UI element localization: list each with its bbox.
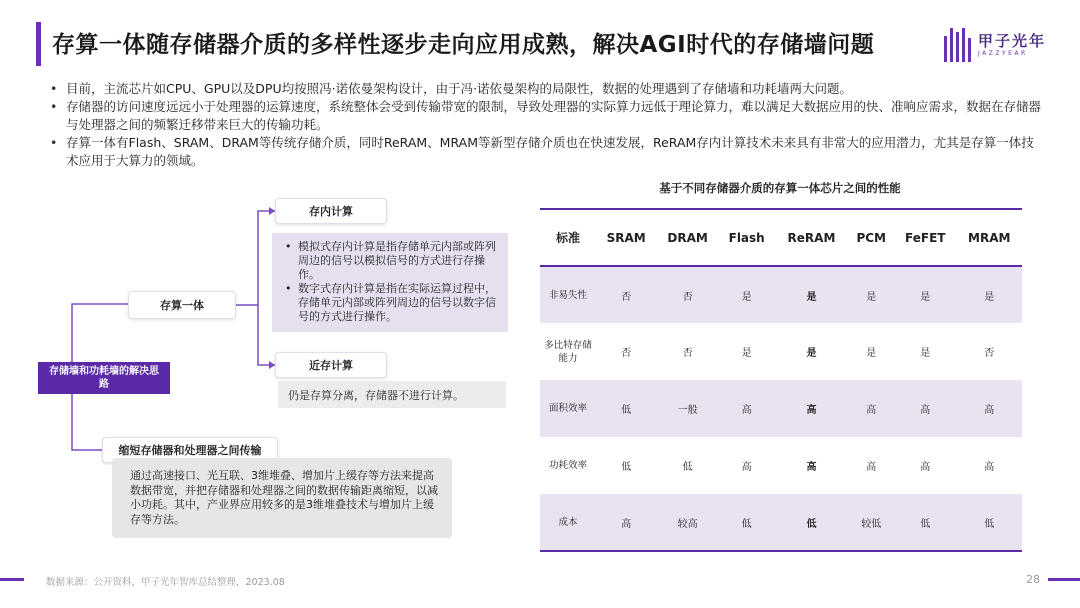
table-cell: 较低 [848, 494, 894, 551]
table-cell: 低 [956, 494, 1022, 551]
bullet-item: • 存储器的访问速度远远小于处理器的运算速度，系统整体会受到传输带宽的限制，导致处理器的实际算力远低于理论算力，难以满足大数据应用的快、准响应需求，数据在存储器与处理器之间的频繁迁移带来巨大的传输功耗。 [44, 98, 1044, 134]
table-cell: 低 [621, 462, 632, 473]
table-cell: 否 [682, 348, 693, 359]
row-label: 面积效率 [540, 380, 596, 437]
table-cell: 高 [775, 380, 849, 437]
footer-accent-left [0, 578, 24, 581]
column-header: MRAM [956, 209, 1022, 266]
page-number: 28 [1026, 573, 1040, 586]
table-cell: 是 [741, 348, 752, 359]
desc-bullet: • 模拟式存内计算是指存储单元内部或阵列周边的信号以模拟信号的方式进行存操作。 [276, 240, 500, 282]
footer-accent-right [1048, 578, 1080, 581]
table-row [540, 323, 1022, 380]
data-source: 数据来源：公开资料，甲子光年智库总结整理，2023.08 [46, 577, 285, 588]
table-cell: 否 [596, 266, 656, 323]
table-cell: 高 [920, 462, 931, 473]
logo-text-cn: 甲子光年 [978, 32, 1047, 50]
table-cell: 是 [775, 266, 849, 323]
shorten-transfer-desc: 通过高速接口、光互联、3维堆叠、增加片上缓存等方法来提高数据带宽，并把存储器和处理器之间的数据传输距离缩短，以减小功耗。其中，产业界应用较多的是3维堆叠技术与增加片上缓存等方法。 [112, 458, 452, 538]
mindmap-leaf-in-memory-computing: 存内计算 [275, 198, 387, 224]
table-cell: 一般 [656, 380, 718, 437]
mindmap-branch-compute-in-memory: 存算一体 [128, 291, 236, 319]
table-cell: 高 [984, 462, 995, 473]
bullet-item: • 存算一体有Flash、SRAM、DRAM等传统存储介质，同时ReRAM、MRAM等新型存储介质也在快速发展，ReRAM存内计算技术未来具有非常大的应用潜力，尤其是存算一体技术应用于大算力的领域。 [44, 134, 1044, 170]
table-row [540, 494, 1022, 551]
desc-bullet: • 数字式存内计算是指在实际运算过程中，存储单元内部或阵列周边的信号以数字信号的方式进行操作。 [276, 282, 500, 324]
column-header: ReRAM [775, 209, 849, 266]
mindmap-root: 存储墙和功耗墙的解决思路 [38, 362, 170, 394]
mindmap-leaf-near-memory-computing: 近存计算 [275, 352, 387, 378]
row-label: 功耗效率 [548, 460, 587, 471]
table-cell: 低 [719, 494, 775, 551]
column-header: SRAM [596, 209, 656, 266]
page-title: 存算一体随存储器介质的多样性逐步走向应用成熟，解决AGI时代的存储墙问题 [52, 32, 875, 58]
table-cell: 否 [984, 348, 995, 359]
table-cell: 低 [775, 494, 849, 551]
column-header: PCM [848, 209, 894, 266]
table-cell: 是 [956, 266, 1022, 323]
table-row [540, 437, 1022, 494]
row-label: 成本 [540, 494, 596, 551]
performance-table [540, 208, 1022, 552]
table-cell: 否 [656, 266, 718, 323]
table-cell: 是 [806, 348, 817, 359]
table-cell: 高 [596, 494, 656, 551]
table-cell: 高 [719, 380, 775, 437]
table-cell: 是 [920, 348, 931, 359]
logo [944, 26, 1054, 66]
table-cell: 高 [806, 462, 817, 473]
table-cell: 较高 [656, 494, 718, 551]
table-cell: 低 [682, 462, 693, 473]
column-header: DRAM [656, 209, 718, 266]
table-cell: 是 [719, 266, 775, 323]
table-cell: 是 [848, 266, 894, 323]
table-cell: 否 [621, 348, 632, 359]
logo-text-en: JAZZYEAR [978, 50, 1028, 57]
table-row [540, 266, 1022, 323]
table-cell: 高 [956, 380, 1022, 437]
table-cell: 低 [596, 380, 656, 437]
column-header: 标准 [540, 209, 596, 266]
intro-bullets [44, 80, 1044, 170]
in-memory-computing-desc [272, 233, 508, 332]
table-cell: 是 [866, 348, 877, 359]
mindmap-branch-shorten-transfer: 缩短存储器和处理器之间传输 [102, 437, 278, 463]
column-header: FeFET [894, 209, 956, 266]
table-cell: 高 [741, 462, 752, 473]
row-label: 非易失性 [540, 266, 596, 323]
table-cell: 高 [866, 462, 877, 473]
bullet-item: • 目前，主流芯片如CPU、GPU以及DPU均按照冯·诺依曼架构设计，由于冯·诺依曼架构的局限性，数据的处理遇到了存储墙和功耗墙两大问题。 [44, 80, 1044, 98]
table-row [540, 380, 1022, 437]
table-cell: 是 [894, 266, 956, 323]
table-cell: 高 [894, 380, 956, 437]
table-cell: 高 [848, 380, 894, 437]
column-header: Flash [719, 209, 775, 266]
table-cell: 低 [894, 494, 956, 551]
logo-bars-icon [944, 28, 972, 62]
table-header-row [540, 209, 1022, 266]
near-memory-computing-desc: 仍是存算分离，存储器不进行计算。 [278, 381, 506, 408]
table-title: 基于不同存储器介质的存算一体芯片之间的性能 [659, 181, 901, 195]
title-accent-bar [36, 22, 41, 66]
row-label: 多比特存储能力 [544, 339, 592, 364]
